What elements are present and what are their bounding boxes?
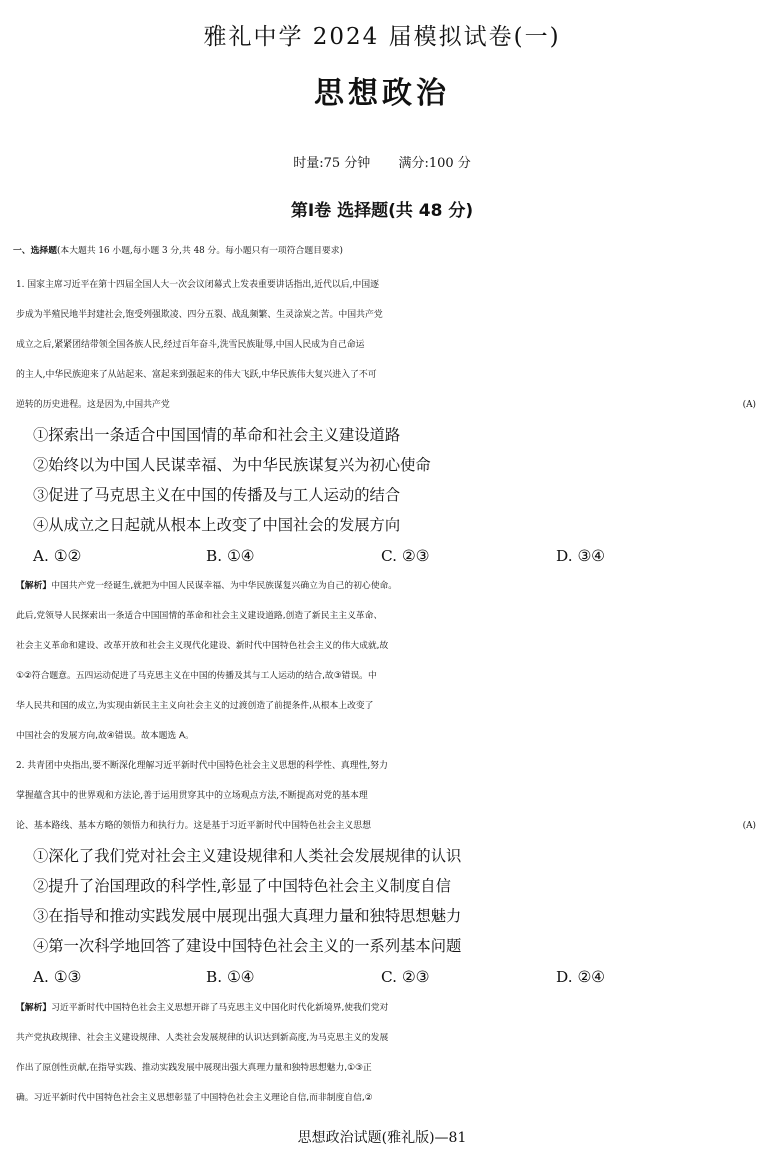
q1-choices [33,541,733,571]
q2-stem-line: 论、基本路线、基本方略的领悟力和执行力。这是基于习近平新时代中国特色社会主义思想 [16,821,371,831]
q1-choice-d: D. ③④ [556,547,605,565]
q1-explanation-tag: 【解析】 [16,581,52,591]
q2-explanation-first [16,993,756,1023]
q2-choice-a: A. ①③ [33,968,82,986]
q1-option: ③促进了马克思主义在中国的传播及与工人运动的结合 [33,486,401,504]
q2-explanation-line: 习近平新时代中国特色社会主义思想开辟了马克思主义中国化时代化新境界,使我们党对 [51,1003,389,1013]
page-footer: 思想政治试题(雅礼版)—81 [297,1130,467,1146]
q1-choice-a: A. ①② [33,547,82,565]
q1-stem-line: 的主人,中华民族迎来了从站起来、富起来到强起来的伟大飞跃,中华民族伟大复兴进入了不可 [16,370,377,380]
q1-explanation-line: 中国共产党一经诞生,就把为中国人民谋幸福、为中华民族谋复兴确立为自己的初心使命。 [51,581,398,591]
q2-answer: (A) [742,821,756,831]
q1-explanation-line: ①②符合题意。五四运动促进了马克思主义在中国的传播及其与工人运动的结合,故③错误。中 [16,671,377,681]
q2-explanation-line: 确。习近平新时代中国特色社会主义思想彰显了中国特色社会主义理论自信,而非制度自信,② [16,1093,373,1103]
q2-stem-line: 2. 共青团中央指出,要不断深化理解习近平新时代中国特色社会主义思想的科学性、真理性,努力 [16,761,388,771]
q2-stem-last [16,811,756,841]
q1-answer: (A) [742,400,756,410]
q2-choice-c: C. ②③ [381,968,430,986]
subject-title: 思想政治 [314,76,450,111]
q1-option: ②始终以为中国人民谋幸福、为中华民族谋复兴为初心使命 [33,456,431,474]
time-limit: 时量:75 分钟 [293,156,371,171]
q2-choice-b: B. ①④ [206,968,255,986]
q1-explanation-line: 此后,党领导人民探索出一条适合中国国情的革命和社会主义建设道路,创造了新民主主义革命、 [16,611,383,621]
full-score: 满分:100 分 [398,156,471,171]
q2-explanation-line: 共产党执政规律、社会主义建设规律、人类社会发展规律的认识达到新高度,为马克思主义的发展 [16,1033,389,1043]
q2-option: ②提升了治国理政的科学性,彰显了中国特色社会主义制度自信 [33,877,451,895]
section-instruction-body: (本大题共 16 小题,每小题 3 分,共 48 分。每小题只有一项符合题目要求) [57,246,343,256]
q1-option: ①探索出一条适合中国国情的革命和社会主义建设道路 [33,426,401,444]
q1-option: ④从成立之日起就从根本上改变了中国社会的发展方向 [33,516,401,534]
q2-choice-d: D. ②④ [556,968,605,986]
q2-explanation-line: 作出了原创性贡献,在指导实践、推动实践发展中展现出强大真理力量和独特思想魅力,①③正 [16,1063,372,1073]
q1-stem-last [16,390,756,420]
q1-stem-line: 1. 国家主席习近平在第十四届全国人大一次会议闭幕式上发表重要讲话指出,近代以后,中国逐 [16,280,380,290]
section-instruction [13,243,763,256]
section-heading: 第Ⅰ卷 选择题(共 48 分) [290,201,474,221]
q1-stem-line: 成立之后,紧紧团结带领全国各族人民,经过百年奋斗,洗雪民族耻辱,中国人民成为自己命运 [16,340,365,350]
q1-choice-b: B. ①④ [206,547,255,565]
q1-explanation-line: 社会主义革命和建设、改革开放和社会主义现代化建设、新时代中国特色社会主义的伟大成就,故 [16,641,389,651]
q1-stem-line: 步成为半殖民地半封建社会,饱受列强欺凌、四分五裂、战乱频繁、生灵涂炭之苦。中国共产党 [16,310,383,320]
q1-choice-c: C. ②③ [381,547,430,565]
section-instruction-head: 一、选择题 [13,246,57,256]
q2-stem-line: 掌握蕴含其中的世界观和方法论,善于运用贯穿其中的立场观点方法,不断提高对党的基本理 [16,791,368,801]
q1-stem-line: 逆转的历史进程。这是因为,中国共产党 [16,400,170,410]
q2-choices [33,962,733,992]
exam-title: 雅礼中学 2024 届模拟试卷(一) [203,24,561,50]
q2-option: ④第一次科学地回答了建设中国特色社会主义的一系列基本问题 [33,937,462,955]
q1-explanation-first [16,571,756,601]
q1-explanation-line: 中国社会的发展方向,故④错误。故本题选 A。 [16,731,194,741]
q1-explanation-line: 华人民共和国的成立,为实现由新民主主义向社会主义的过渡创造了前提条件,从根本上改变了 [16,701,374,711]
q2-option: ①深化了我们党对社会主义建设规律和人类社会发展规律的认识 [33,847,462,865]
q2-option: ③在指导和推动实践发展中展现出强大真理力量和独特思想魅力 [33,907,462,925]
q2-explanation-tag: 【解析】 [16,1003,52,1013]
exam-meta [0,152,764,171]
